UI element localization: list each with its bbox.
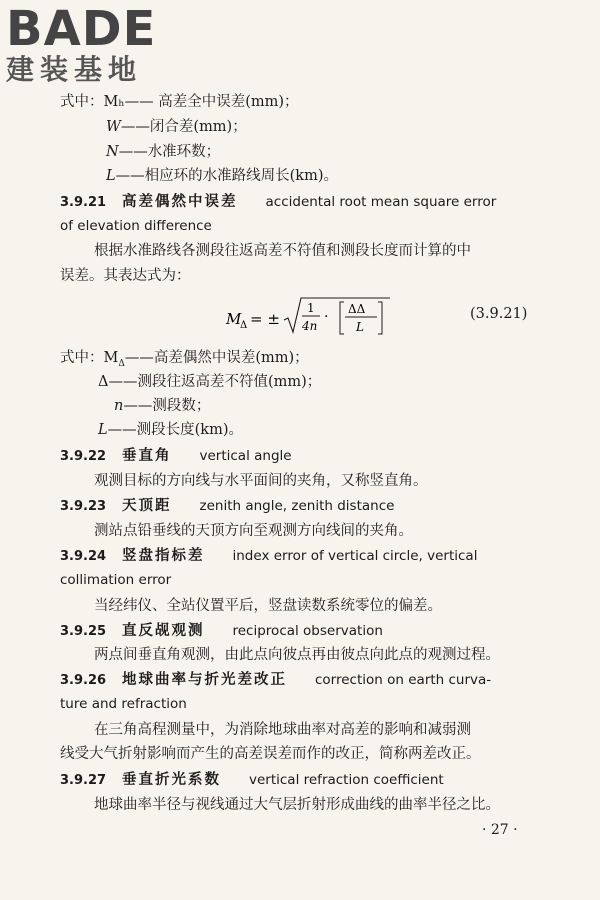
section-heading-3-9-26: [60, 670, 542, 691]
section-term: 垂直角: [122, 447, 172, 464]
def-text: ——高差偶然中误差(mm)；: [124, 350, 309, 366]
body-text: 在三角高程测量中，为消除地球曲率对高差的影响和减弱测: [94, 722, 471, 738]
def-symbol: n: [114, 398, 124, 414]
section-term-english: vertical angle: [199, 448, 292, 464]
formula-number: (3.9.21): [470, 306, 528, 322]
english-continuation: collimation error: [60, 572, 172, 588]
section-heading-3-9-22: [60, 446, 542, 467]
section-term-english: accidental root mean square error: [265, 194, 497, 210]
def-line: [106, 166, 542, 186]
right-bracket: [378, 302, 382, 334]
logo-subtitle: 建装基地: [6, 53, 143, 86]
section-term-english-cont: [60, 216, 542, 236]
section-term-english: correction on earth curva-: [315, 672, 492, 688]
section-term-english: vertical refraction coefficient: [249, 772, 444, 788]
frac-numerator: 1: [307, 301, 315, 315]
section-heading-3-9-24: [60, 546, 542, 567]
section-number: 3.9.27: [60, 773, 107, 788]
body-text: 观测目标的方向线与水平面间的夹角，又称竖直角。: [94, 473, 428, 489]
def-subscript: Δ: [118, 358, 125, 369]
def-line: [98, 372, 542, 392]
section-heading-3-9-27: [60, 770, 542, 791]
sqrt-sign: [284, 298, 390, 332]
def-text: ——测段长度(km)。: [107, 422, 243, 438]
def-symbol: Δ: [98, 374, 109, 390]
section-number: 3.9.23: [60, 499, 107, 514]
formula-graphic: [200, 294, 410, 340]
english-continuation: ture and refraction: [60, 696, 187, 712]
page-number: · 27 ·: [482, 822, 518, 838]
def-symbol: N: [106, 144, 119, 160]
section-number: 3.9.22: [60, 449, 107, 464]
section-term-english: index error of vertical circle, vertical: [232, 548, 478, 564]
def-text: ——闭合差(mm)；: [120, 119, 247, 135]
def-text: ——测段往返高差不符值(mm)；: [108, 374, 322, 390]
def-line: [60, 348, 542, 374]
body-text: 地球曲率半径与视线通过大气层折射形成曲线的曲率半径之比。: [94, 797, 500, 813]
section-heading-3-9-23: [60, 496, 542, 517]
def-symbol: L: [98, 422, 108, 438]
def-line: [114, 396, 542, 416]
english-continuation: of elevation difference: [60, 218, 212, 234]
def-line: [106, 117, 542, 137]
section-number: 3.9.24: [60, 549, 107, 564]
section-number: 3.9.26: [60, 673, 107, 688]
body-text: 测站点铅垂线的天顶方向至观测方向线间的夹角。: [94, 523, 413, 539]
section-term: 直反觇观测: [122, 622, 205, 639]
logo-wordmark: BADE: [6, 1, 157, 57]
section-term-english-cont: [60, 570, 542, 590]
formula-lhs-subscript: Δ: [240, 320, 248, 331]
section-term-english: reciprocal observation: [232, 623, 383, 639]
section-term: 高差偶然中误差: [122, 193, 238, 210]
section-number: 3.9.21: [60, 195, 107, 210]
def-text: ——测段数；: [123, 398, 211, 414]
frac-denominator: 4n: [302, 319, 318, 333]
body-text: 当经纬仪、全站仪置平后，竖盘读数系统零位的偏差。: [94, 598, 442, 614]
bracket-numerator: ΔΔ: [348, 302, 366, 316]
formula-plusminus: = ±: [250, 310, 280, 328]
def-text: —— 高差全中误差(mm)；: [124, 94, 299, 110]
def-text: ——水准环数；: [118, 144, 221, 160]
def-line: [106, 142, 542, 162]
def-symbol: 式中：M: [60, 350, 119, 366]
left-bracket: [340, 302, 344, 334]
section-term: 地球曲率与折光差改正: [122, 671, 287, 688]
body-text: 线受大气折射影响而产生的高差误差而作的改正，简称两差改正。: [60, 746, 481, 762]
formula-dot: ·: [324, 309, 329, 325]
section-term: 竖盘指标差: [122, 547, 205, 564]
formula-3-9-21: [0, 294, 600, 340]
section-term-english-cont: [60, 694, 542, 714]
def-line: [60, 92, 542, 112]
section-heading-3-9-21: [60, 192, 542, 213]
body-text: 误差。其表达式为：: [60, 268, 191, 284]
section-heading-3-9-25: [60, 621, 542, 642]
watermark-logo: [6, 1, 157, 86]
body-text: 两点间垂直角观测，由此点向彼点再由彼点向此点的观测过程。: [94, 647, 500, 663]
def-symbol: L: [106, 168, 116, 184]
def-line: [98, 420, 542, 440]
section-term: 垂直折光系数: [122, 771, 221, 788]
section-term-english: zenith angle, zenith distance: [199, 498, 395, 514]
def-text: ——相应环的水准路线周长(km)。: [115, 168, 338, 184]
bracket-denominator: L: [356, 320, 364, 334]
section-term: 天顶距: [122, 497, 172, 514]
def-symbol: 式中：Mₕ: [60, 94, 125, 110]
def-symbol: W: [106, 119, 121, 135]
body-text: 根据水准路线各测段往返高差不符值和测段长度而计算的中: [94, 243, 471, 259]
section-number: 3.9.25: [60, 624, 107, 639]
formula-lhs: M: [226, 310, 242, 328]
